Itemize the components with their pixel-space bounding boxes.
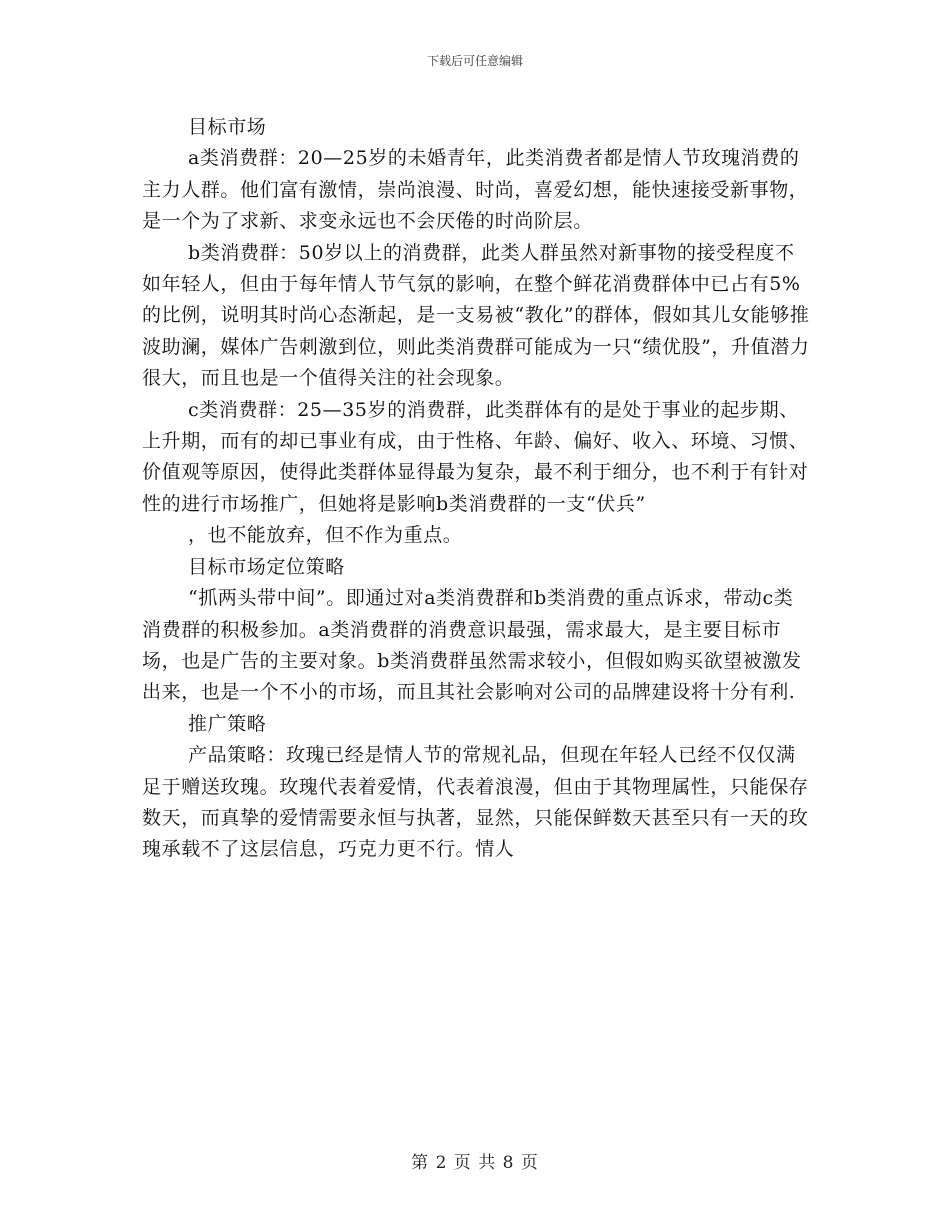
document-body [142,112,810,866]
page-header: 下载后可任意编辑 [426,54,523,68]
paragraph-product-strategy: 产品策略：玫瑰已经是情人节的常规礼品，但现在年轻人已经不仅仅满足于赠送玫瑰。玫瑰代表着爱情，代表着浪漫，但由于其物理属性，只能保存数天，而真挚的爱情需要永恒与执著，显然，只能保鲜数天甚至只有一天的玫瑰承载不了这层信息，巧克力更不行。情人 [142,744,809,861]
page-footer: 第 2 页 共 8 页 [411,1153,539,1173]
section-heading-target-market: 目标市场 [188,116,267,138]
paragraph-consumer-group-c: c类消费群：25—35岁的消费群，此类群体有的是处于事业的起步期、上升期，而有的却已事业有成，由于性格、年龄、偏好、收入、环境、习惯、价值观等原因，使得此类群体显得最为复杂，最不利于细分，也不利于有针对性的进行市场推广，但她将是影响b类消费群的一支“伏兵” [142,398,809,515]
paragraph-continuation: ，也不能放弃，但不作为重点。 [188,524,463,547]
section-heading-positioning-strategy: 目标市场定位策略 [188,555,345,578]
paragraph-positioning-strategy: “抓两头带中间”。即通过对a类消费群和b类消费的重点诉求，带动c类消费群的积极参加。a类消费群的消费意识最强，需求最大，是主要目标市场，也是广告的主要对象。b类消费群虽然需求较小，但假如购买欲望被激发出来，也是一个不小的市场，而且其社会影响对公司的品牌建设将十分有利. [142,587,802,704]
section-heading-promotion-strategy: 推广策略 [188,712,267,735]
paragraph-consumer-group-a: a类消费群：20—25岁的未婚青年，此类消费者都是情人节玫瑰消费的主力人群。他们富有激情，崇尚浪漫、时尚，喜爱幻想，能快速接受新事物，是一个为了求新、求变永远也不会厌倦的时尚阶层。 [142,147,809,233]
paragraph-consumer-group-b: b类消费群：50岁以上的消费群，此类人群虽然对新事物的接受程度不如年轻人，但由于每年情人节气氛的影响，在整个鲜花消费群体中已占有5%的比例，说明其时尚心态渐起，是一支易被“教化”的群体，假如其儿女能够推波助澜，媒体广告刺激到位，则此类消费群可能成为一只“绩优股”，升值潜力很大，而且也是一个值得关注的社会现象。 [142,241,810,390]
